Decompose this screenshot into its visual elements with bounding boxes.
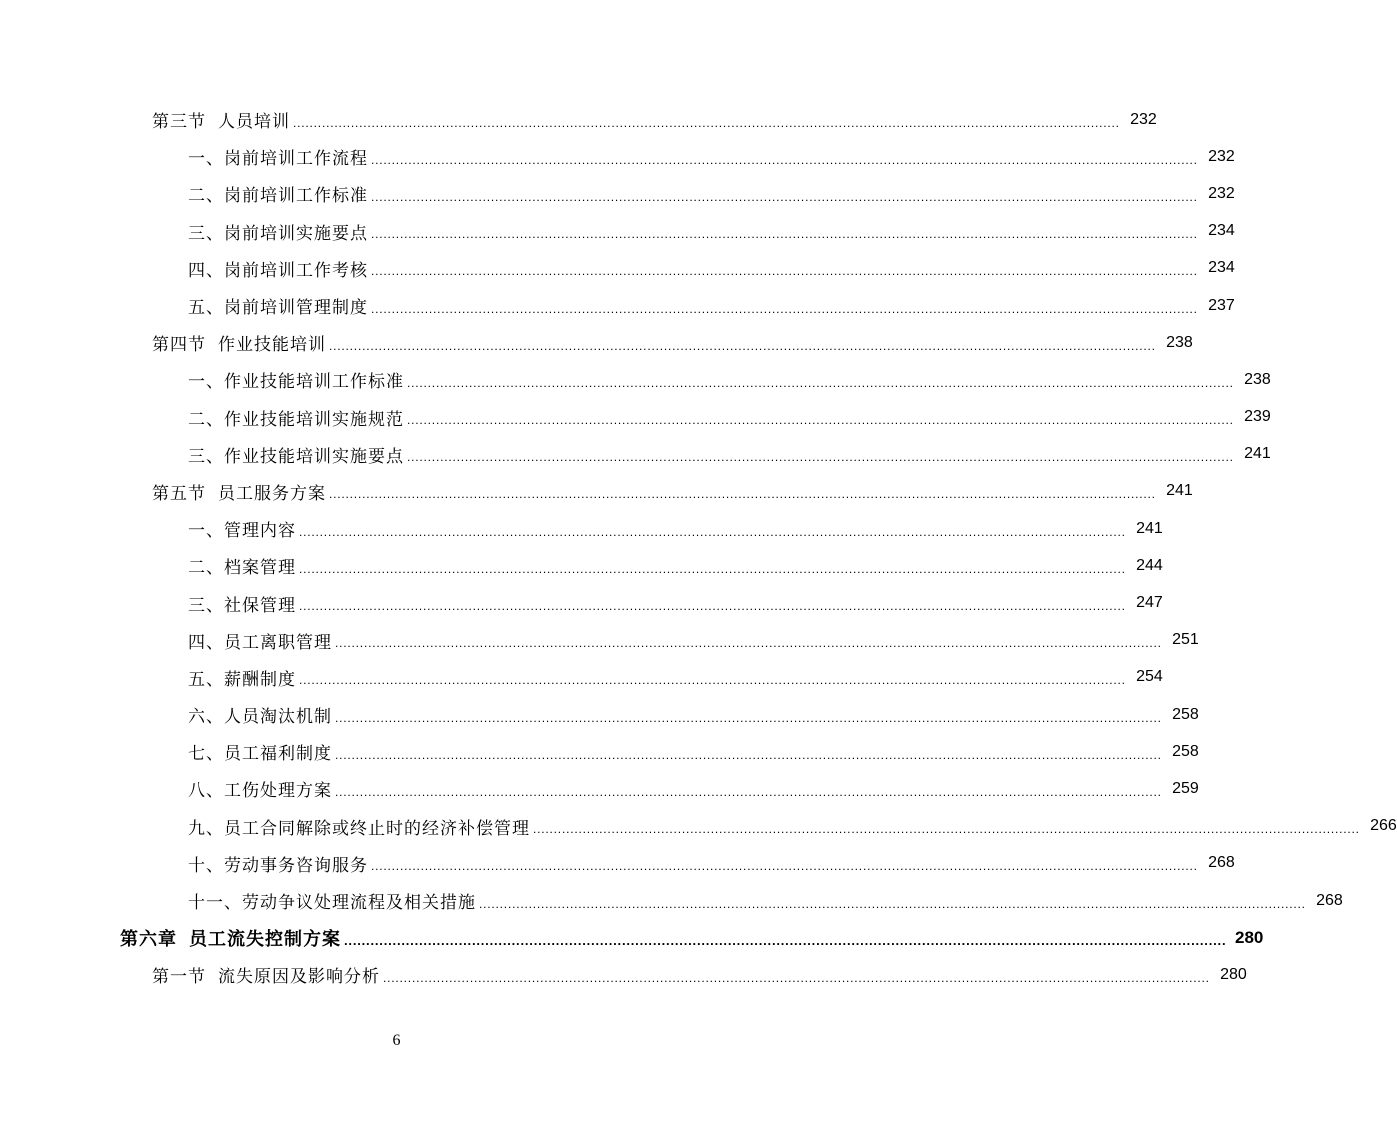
toc-entry-page: 268 [1208,854,1235,872]
toc-entry-page: 280 [1220,965,1247,983]
toc-entry-page: 280 [1235,927,1264,947]
toc-entry-title: 三、社保管理 [188,595,296,616]
leader-dots: ........................................................................................................................................................................................................ [335,747,1162,762]
toc-entry-title: 三、岗前培训实施要点 [188,223,368,244]
toc-entry[interactable] [0,399,1271,436]
toc-entry-title: 二、作业技能培训实施规范 [188,409,404,430]
toc-entry[interactable] [0,659,1163,696]
toc-entry[interactable] [0,138,1235,175]
toc-entry-title: 二、档案管理 [188,558,296,579]
toc-entry-page: 232 [1130,110,1157,128]
toc-entry[interactable] [0,473,1193,510]
toc-entry-page: 254 [1136,668,1163,686]
toc-entry-title: 一、岗前培训工作流程 [188,149,368,170]
toc-entry-title: 第六章 员工流失控制方案 [120,928,341,950]
toc-entry-title: 六、人员淘汰机制 [188,707,332,728]
toc-entry-title: 十一、劳动争议处理流程及相关措施 [188,893,476,914]
leader-dots: ........................................................................................................................................................................................................ [344,932,1227,948]
toc-entry[interactable] [0,250,1235,287]
toc-entry[interactable] [0,101,1157,138]
leader-dots: ........................................................................................................................................................................................................ [371,227,1198,242]
toc-entry-chapter[interactable] [0,919,1264,956]
toc-entry[interactable] [0,882,1343,919]
toc-entry-title: 第一节 流失原因及影响分析 [152,967,380,988]
leader-dots: ........................................................................................................................................................................................................ [335,784,1162,799]
toc-entry-title: 二、岗前培训工作标准 [188,186,368,207]
toc-entry-page: 234 [1208,259,1235,277]
toc-entry-page: 247 [1136,594,1163,612]
leader-dots: ........................................................................................................................................................................................................ [293,115,1120,130]
toc-entry-title: 七、员工福利制度 [188,744,332,765]
toc-entry[interactable] [0,324,1193,361]
toc-entry-page: 258 [1172,705,1199,723]
toc-entry-title: 四、员工离职管理 [188,632,332,653]
toc-entry-page: 241 [1136,519,1163,537]
toc-entry-page: 237 [1208,296,1235,314]
toc-entry[interactable] [0,696,1199,733]
toc-entry-title: 八、工伤处理方案 [188,781,332,802]
toc-entry-page: 232 [1208,147,1235,165]
toc-entry-page: 258 [1172,742,1199,760]
leader-dots: ........................................................................................................................................................................................................ [299,524,1126,539]
toc-entry[interactable] [0,287,1235,324]
leader-dots: ........................................................................................................................................................................................................ [371,301,1198,316]
toc-entry-title: 五、薪酬制度 [188,669,296,690]
leader-dots: ........................................................................................................................................................................................................ [371,189,1198,204]
toc-entry[interactable] [0,733,1199,770]
toc-entry-title: 三、作业技能培训实施要点 [188,446,404,467]
leader-dots: ........................................................................................................................................................................................................ [407,450,1234,465]
leader-dots: ........................................................................................................................................................................................................ [329,487,1156,502]
leader-dots: ........................................................................................................................................................................................................ [479,896,1306,911]
toc-entry[interactable] [0,213,1235,250]
toc-entry[interactable] [0,845,1235,882]
leader-dots: ........................................................................................................................................................................................................ [371,859,1198,874]
toc-entry-page: 259 [1172,779,1199,797]
toc-entry-page: 268 [1316,891,1343,909]
toc-entry[interactable] [0,808,1397,845]
toc-entry-page: 241 [1244,445,1271,463]
toc-entry[interactable] [0,584,1163,621]
leader-dots: ........................................................................................................................................................................................................ [335,710,1162,725]
leader-dots: ........................................................................................................................................................................................................ [299,673,1126,688]
toc-entry-page: 244 [1136,556,1163,574]
toc-entry-title: 五、岗前培训管理制度 [188,298,368,319]
toc-entry-title: 十、劳动事务咨询服务 [188,855,368,876]
toc-entry[interactable] [0,547,1163,584]
leader-dots: ........................................................................................................................................................................................................ [299,599,1126,614]
toc-entry[interactable] [0,175,1235,212]
toc-entry-page: 238 [1244,370,1271,388]
toc-entry-title: 第四节 作业技能培训 [152,335,326,356]
toc-entry-title: 四、岗前培训工作考核 [188,260,368,281]
toc-entry-page: 232 [1208,184,1235,202]
leader-dots: ........................................................................................................................................................................................................ [533,822,1360,837]
leader-dots: ........................................................................................................................................................................................................ [299,561,1126,576]
page-number: 6 [392,1032,401,1049]
toc-entry[interactable] [0,622,1199,659]
leader-dots: ........................................................................................................................................................................................................ [407,413,1234,428]
toc-entry-page: 239 [1244,408,1271,426]
toc-entry[interactable] [0,436,1271,473]
toc-entry-page: 241 [1166,482,1193,500]
leader-dots: ........................................................................................................................................................................................................ [371,264,1198,279]
toc-entry[interactable] [0,361,1271,398]
toc-entry-page: 266 [1370,817,1397,835]
leader-dots: ........................................................................................................................................................................................................ [371,152,1198,167]
toc-entry-page: 238 [1166,333,1193,351]
toc-entry-page: 251 [1172,631,1199,649]
leader-dots: ........................................................................................................................................................................................................ [407,375,1234,390]
toc-entry[interactable] [0,770,1199,807]
toc-entry-title: 九、员工合同解除或终止时的经济补偿管理 [188,818,530,839]
toc-entry-page: 234 [1208,222,1235,240]
table-of-contents [0,101,1397,994]
leader-dots: ........................................................................................................................................................................................................ [329,338,1156,353]
leader-dots: ........................................................................................................................................................................................................ [383,970,1210,985]
toc-entry-title: 第三节 人员培训 [152,112,290,133]
leader-dots: ........................................................................................................................................................................................................ [335,636,1162,651]
toc-entry[interactable] [0,956,1247,993]
toc-entry-title: 一、作业技能培训工作标准 [188,372,404,393]
toc-entry[interactable] [0,510,1163,547]
toc-entry-title: 一、管理内容 [188,521,296,542]
toc-entry-title: 第五节 员工服务方案 [152,483,326,504]
